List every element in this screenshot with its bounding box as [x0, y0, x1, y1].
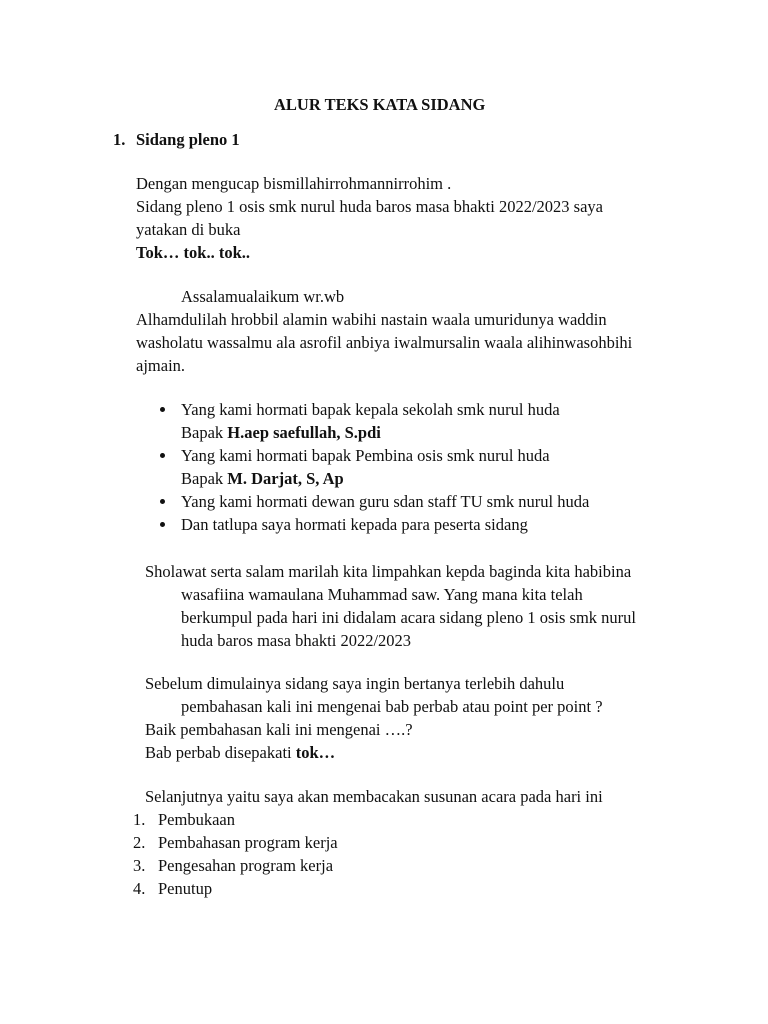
- bullet-subline: [181, 467, 344, 490]
- prayer-line: Alhamdulilah hrobbil alamin wabihi nastain waala umuridunya waddin: [136, 310, 607, 329]
- sholawat-line: huda baros masa bhakti 2022/2023: [181, 631, 412, 650]
- question-line: Baik pembahasan kali ini mengenai ….?: [145, 720, 413, 739]
- decision-knock: tok…: [295, 743, 336, 762]
- honoree-name: H.aep saefullah, S.pdi: [227, 423, 381, 442]
- document-title: ALUR TEKS KATA SIDANG: [274, 95, 486, 114]
- knock-text: Tok… tok.. tok..: [136, 243, 251, 262]
- agenda-item: Pembahasan program kerja: [158, 833, 338, 852]
- agenda-number: 4.: [133, 879, 146, 898]
- agenda-item: Pengesahan program kerja: [158, 856, 334, 875]
- bullet-prefix: Bapak: [181, 469, 228, 488]
- agenda-item: Pembukaan: [158, 810, 235, 829]
- bullet-marker: [160, 407, 165, 412]
- bullet-marker: [160, 453, 165, 458]
- bullet-prefix: Bapak: [181, 423, 228, 442]
- bullet-marker: [160, 499, 165, 504]
- bullet-item: Yang kami hormati bapak kepala sekolah smk nurul huda: [181, 400, 560, 419]
- bullet-item: Yang kami hormati bapak Pembina osis smk nurul huda: [181, 446, 550, 465]
- question-line: pembahasan kali ini mengenai bab perbab atau point per point ?: [181, 697, 603, 716]
- agenda-number: 2.: [133, 833, 146, 852]
- section-number: 1.: [113, 130, 126, 149]
- bullet-subline: [181, 421, 381, 444]
- bullet-item: Dan tatlupa saya hormati kepada para peserta sidang: [181, 515, 528, 534]
- agenda-number: 3.: [133, 856, 146, 875]
- sholawat-line: wasafiina wamaulana Muhammad saw. Yang mana kita telah: [181, 585, 583, 604]
- bullet-marker: [160, 522, 165, 527]
- sholawat-line: Sholawat serta salam marilah kita limpahkan kepda baginda kita habibina: [145, 562, 632, 581]
- question-line: Sebelum dimulainya sidang saya ingin bertanya terlebih dahulu: [145, 674, 565, 693]
- agenda-intro: Selanjutnya yaitu saya akan membacakan susunan acara pada hari ini: [145, 787, 603, 806]
- prayer-line: washolatu wassalmu ala asrofil anbiya iwalmursalin waala alihinwasohbihi: [136, 333, 633, 352]
- section-heading: Sidang pleno 1: [136, 130, 240, 149]
- greeting-text: Assalamualaikum wr.wb: [181, 287, 345, 306]
- opening-line: yatakan di buka: [136, 220, 241, 239]
- prayer-line: ajmain.: [136, 356, 186, 375]
- agenda-item: Penutup: [158, 879, 213, 898]
- agenda-number: 1.: [133, 810, 146, 829]
- decision-line: [145, 741, 335, 764]
- opening-line: Dengan mengucap bismillahirrohmannirrohim .: [136, 174, 452, 193]
- sholawat-line: berkumpul pada hari ini didalam acara sidang pleno 1 osis smk nurul: [181, 608, 637, 627]
- honoree-name: M. Darjat, S, Ap: [227, 469, 344, 488]
- bullet-item: Yang kami hormati dewan guru sdan staff TU smk nurul huda: [181, 492, 590, 511]
- decision-text: Bab perbab disepakati: [145, 743, 296, 762]
- opening-line: Sidang pleno 1 osis smk nurul huda baros masa bhakti 2022/2023 saya: [136, 197, 603, 216]
